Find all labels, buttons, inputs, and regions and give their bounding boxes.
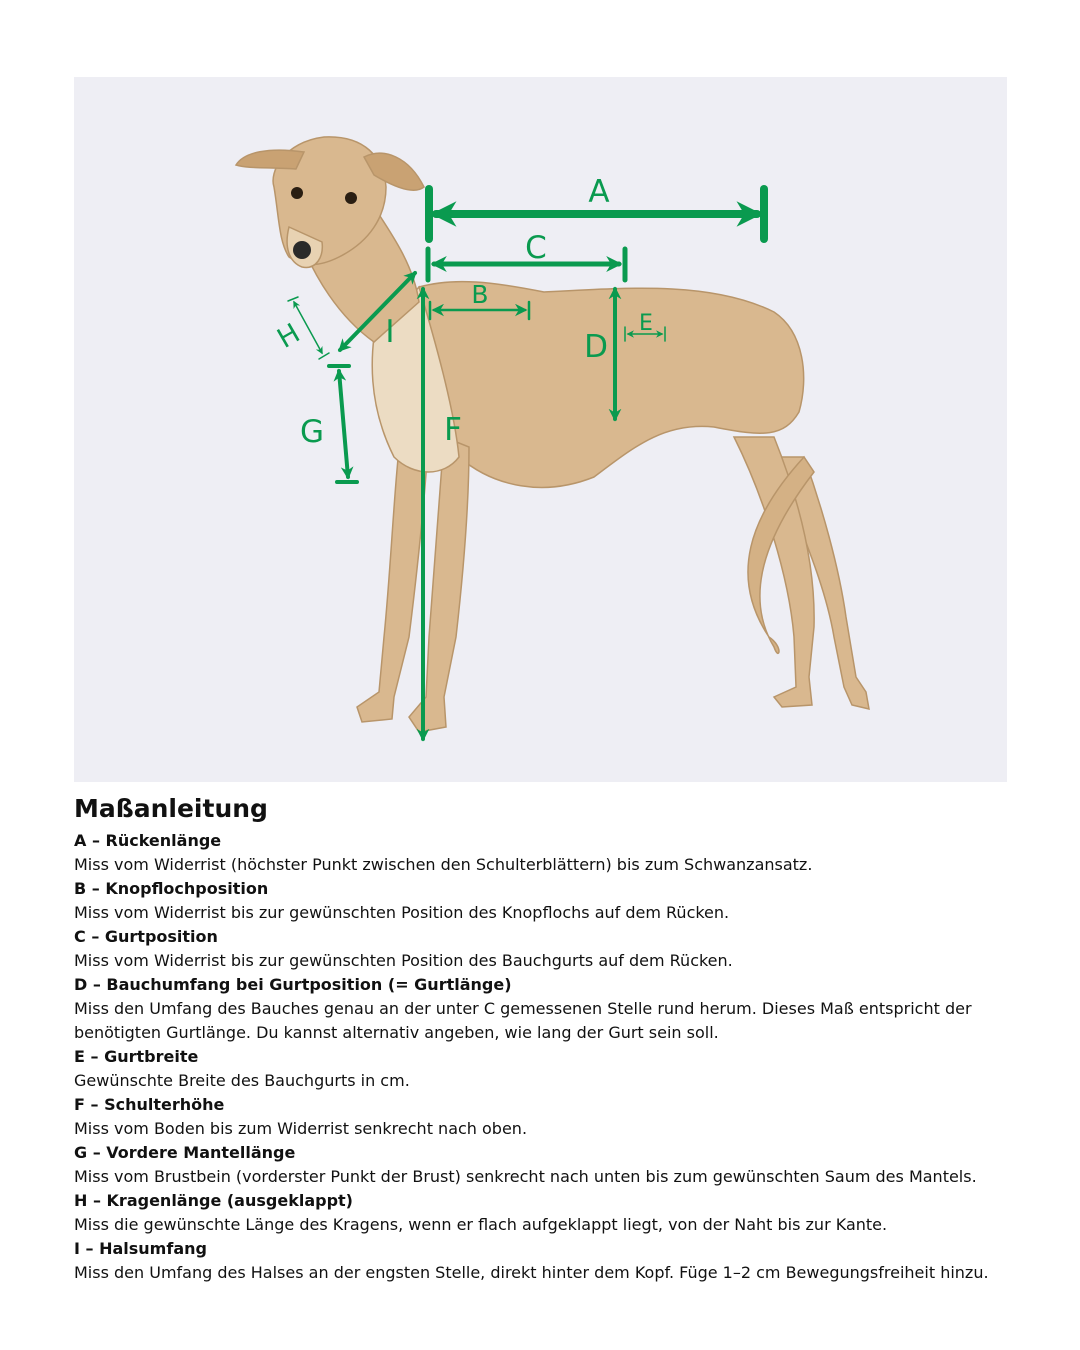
label-g: G	[299, 414, 325, 450]
item-title: I – Halsumfang	[74, 1239, 207, 1258]
item-title: B – Knopflochposition	[74, 879, 269, 898]
item-title: A – Rückenlänge	[74, 831, 222, 850]
dog-measurement-diagram	[74, 77, 1007, 782]
item-description: Gewünschte Breite des Bauchgurts in cm.	[74, 1071, 410, 1090]
guide-item-i	[74, 1237, 1014, 1285]
item-description: Miss vom Widerrist bis zur gewünschten Position des Knopflochs auf dem Rücken.	[74, 903, 730, 922]
guide-item-f	[74, 1093, 1014, 1141]
guide-item-e	[74, 1045, 1014, 1093]
guide-item-b	[74, 877, 1014, 925]
item-description: Miss vom Brustbein (vorderster Punkt der Brust) senkrecht nach unten bis zum gewünschten Saum des Mantels.	[74, 1167, 977, 1186]
guide-item-d	[74, 973, 1014, 1045]
guide-item-g	[74, 1141, 1014, 1189]
item-description: Miss die gewünschte Länge des Kragens, wenn er flach aufgeklappt liegt, von der Naht bis zur Kante.	[74, 1215, 888, 1234]
label-a: A	[588, 174, 610, 210]
dog-photo	[236, 137, 869, 732]
line-g	[339, 371, 348, 477]
item-title: D – Bauchumfang bei Gurtposition (= Gurtlänge)	[74, 975, 512, 994]
label-e: E	[639, 311, 653, 336]
item-title: G – Vordere Mantellänge	[74, 1143, 296, 1162]
guide-item-a	[74, 829, 1014, 877]
label-i: I	[385, 314, 395, 350]
item-title: C – Gurtposition	[74, 927, 218, 946]
item-description: Miss vom Boden bis zum Widerrist senkrecht nach oben.	[74, 1119, 528, 1138]
guide-item-h	[74, 1189, 1014, 1237]
item-title: F – Schulterhöhe	[74, 1095, 225, 1114]
label-d: D	[584, 329, 608, 365]
item-title: E – Gurtbreite	[74, 1047, 199, 1066]
label-c: C	[525, 230, 547, 266]
item-description: Miss den Umfang des Bauches genau an der unter C gemessenen Stelle rund herum. Dieses Maß entspricht der benötigten Gurtlänge. Du kannst alternativ angeben, wie lang der Gurt sein soll.	[74, 999, 972, 1042]
item-title: H – Kragenlänge (ausgeklappt)	[74, 1191, 353, 1210]
item-description: Miss vom Widerrist bis zur gewünschten Position des Bauchgurts auf dem Rücken.	[74, 951, 733, 970]
guide-title: Maßanleitung	[74, 794, 268, 823]
label-h: H	[272, 317, 306, 355]
label-b: B	[471, 280, 489, 309]
measurement-guide	[74, 794, 1014, 1285]
measurement-figure	[74, 77, 1007, 782]
item-description: Miss vom Widerrist (höchster Punkt zwischen den Schulterblättern) bis zum Schwanzansatz.	[74, 855, 813, 874]
guide-item-c	[74, 925, 1014, 973]
label-f: F	[444, 412, 462, 448]
item-description: Miss den Umfang des Halses an der engsten Stelle, direkt hinter dem Kopf. Füge 1–2 cm Bewegungsfreiheit hinzu.	[74, 1263, 989, 1282]
